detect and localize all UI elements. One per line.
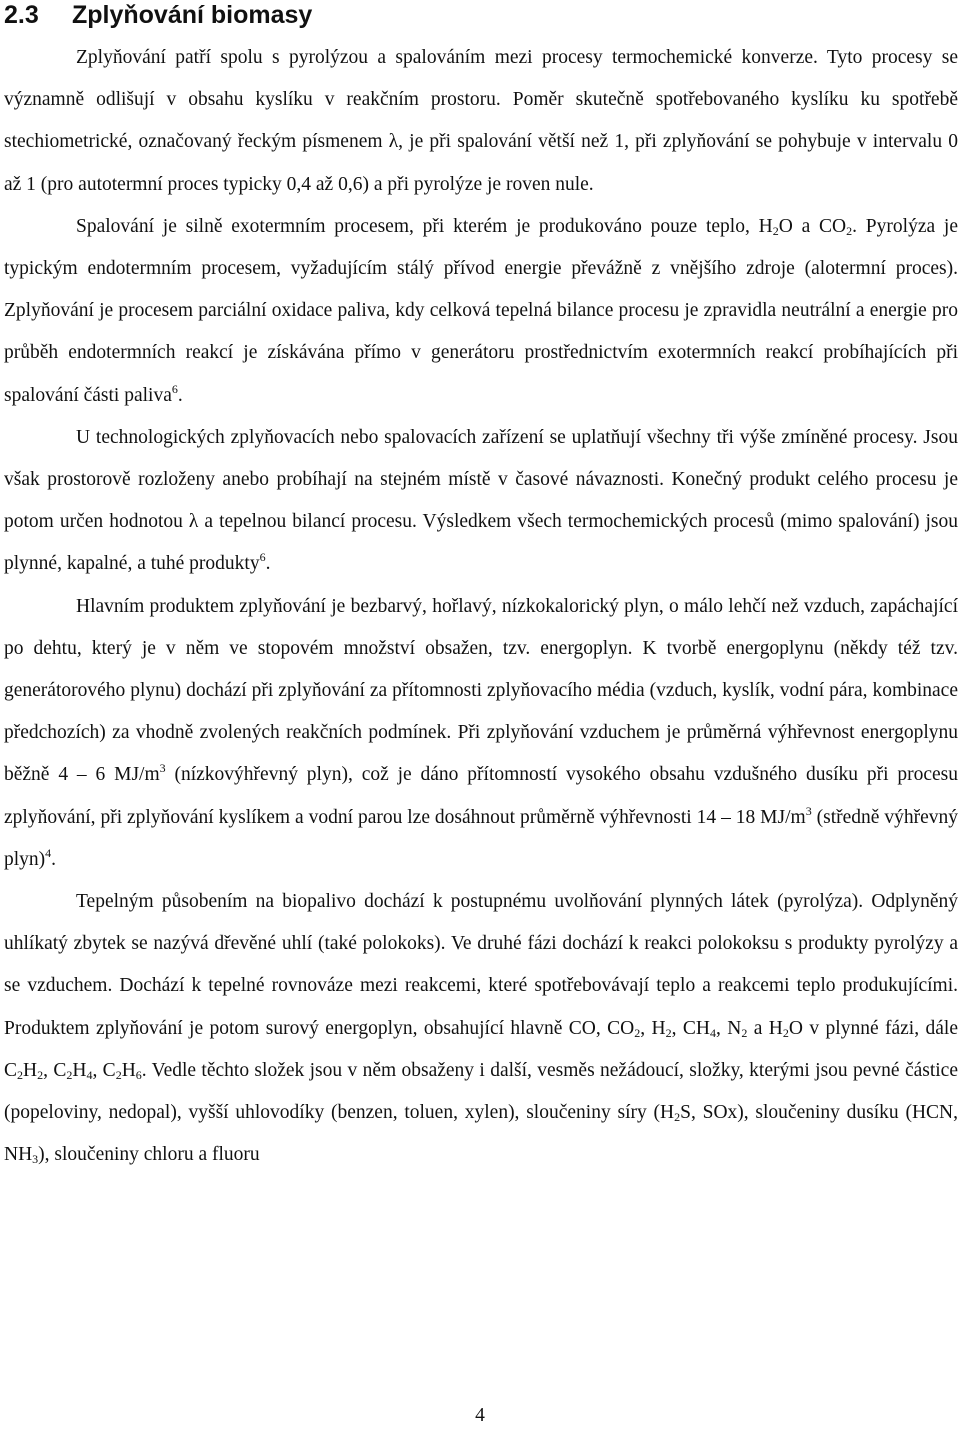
text-run: O v plynné fázi, dále C bbox=[4, 1017, 958, 1081]
text-run: , CH bbox=[671, 1017, 710, 1039]
paragraph bbox=[4, 206, 958, 417]
subscript: 4 bbox=[709, 1025, 716, 1040]
paragraph bbox=[4, 586, 958, 881]
text-run: , C bbox=[43, 1059, 67, 1081]
subscript: 4 bbox=[86, 1067, 93, 1082]
paragraph bbox=[4, 417, 958, 586]
text-run: S, SOx), sloučeniny dusíku (HCN, NH bbox=[4, 1102, 959, 1166]
text-run: (nízkovýhřevný plyn), což je dáno přítomností vysokého obsahu vzdušného dusíku při procesu zplyňování, při zplyňování kyslíkem a vodní parou lze dosáhnout průměrně výhřevnosti 14 – 18 MJ/m bbox=[4, 764, 959, 828]
subscript: 2 bbox=[66, 1067, 73, 1082]
text-run: , N bbox=[715, 1017, 742, 1039]
text-run: . Pyrolýza je typickým endotermním procesem, vyžadujícím stálý přívod energie převážně z vnějšího zdroje (alotermní proces). Zplyňování je procesem parciální oxidace paliva, kdy celková tepelná bilance procesu je zpravidla neutrální a energie pro průběh endotermních reakcí je získávána přímo v generátoru prostřednictvím exotermních reakcí probíhajících při spalování části paliva bbox=[4, 215, 958, 406]
section-title: Zplyňování biomasy bbox=[72, 1, 313, 29]
subscript: 2 bbox=[782, 1025, 789, 1040]
text-run: U technologických zplyňovacích nebo spalovacích zařízení se uplatňují všechny tři výše zmíněné procesy. Jsou však prostorově rozloženy anebo probíhají na stejném místě v časové návaznosti. Konečný produkt celého procesu je potom určen hodnotou λ a tepelnou bilancí procesu. Výsledkem všech termochemických procesů (mimo spalování) jsou plynné, kapalné, a tuhé produkty bbox=[4, 426, 958, 575]
section-heading bbox=[4, 0, 312, 30]
subscript: 2 bbox=[846, 223, 853, 238]
subscript: 2 bbox=[772, 223, 779, 238]
text-run: Tepelným působením na biopalivo dochází k postupnému uvolňování plynných látek (pyrolýza). Odplyněný uhlíkatý zbytek se nazývá dřevěné uhlí (také polokoks). Ve druhé fázi dochází k reakci polokoksu s produkty pyrolýzy a se vzduchem. Dochází k tepelné rovnováze mezi reakcemi, které spotřebovávají teplo a reakcemi teplo produkujícími. Produktem zplyňování je potom surový energoplyn, obsahující hlavně CO, CO bbox=[4, 891, 958, 1039]
text-run: . bbox=[265, 553, 271, 575]
section-number: 2.3 bbox=[4, 1, 39, 29]
text-run: (středně výhřevný plyn) bbox=[4, 806, 958, 870]
superscript: 3 bbox=[805, 803, 812, 818]
subscript: 2 bbox=[634, 1025, 641, 1040]
subscript: 2 bbox=[665, 1025, 672, 1040]
paragraph bbox=[4, 881, 958, 1176]
text-run: . Vedle těchto složek jsou v něm obsaženy i další, vesměs nežádoucí, složky, kterými jsou pevné částice (popeloviny, nedopal), vyšší uhlovodíky (benzen, toluen, xylen), sloučeniny síry (H bbox=[4, 1059, 958, 1124]
subscript: 2 bbox=[674, 1110, 681, 1125]
body-text bbox=[4, 37, 958, 1176]
subscript: 2 bbox=[115, 1067, 122, 1082]
text-run: Spalování je silně exotermním procesem, při kterém je produkováno pouze teplo, H bbox=[76, 215, 773, 237]
superscript: 4 bbox=[45, 845, 52, 860]
text-run: O a CO bbox=[778, 215, 847, 237]
text-run: . bbox=[51, 848, 57, 870]
text-run: H bbox=[72, 1059, 87, 1081]
text-run: , C bbox=[92, 1059, 116, 1081]
subscript: 6 bbox=[135, 1067, 142, 1082]
superscript: 6 bbox=[259, 550, 266, 565]
text-run: . bbox=[177, 384, 183, 406]
subscript: 2 bbox=[37, 1067, 44, 1082]
superscript: 3 bbox=[159, 761, 166, 776]
superscript: 6 bbox=[171, 381, 178, 396]
subscript: 3 bbox=[32, 1152, 39, 1167]
text-run: , H bbox=[640, 1017, 666, 1039]
subscript: 2 bbox=[741, 1025, 748, 1040]
subscript: 2 bbox=[17, 1067, 24, 1082]
text-run: H bbox=[121, 1059, 136, 1081]
text-run: ), sloučeniny chloru a fluoru bbox=[38, 1144, 260, 1166]
text-run: a H bbox=[747, 1017, 783, 1039]
text-run: Zplyňování patří spolu s pyrolýzou a spalováním mezi procesy termochemické konverze. Tyto procesy se významně odlišují v obsahu kyslíku v reakčním prostoru. Poměr skutečně spotřebovaného kyslíku ku spotřebě stechiometrické, označovaný řeckým písmenem λ, je při spalování větší než 1, při zplyňování se pohybuje v intervalu 0 až 1 (pro autotermní proces typicky 0,4 až 0,6) a při pyrolýze je roven nule. bbox=[4, 47, 958, 195]
text-run: H bbox=[23, 1059, 38, 1081]
text-run: Hlavním produktem zplyňování je bezbarvý, hořlavý, nízkokalorický plyn, o málo lehčí než vzduch, zapáchající po dehtu, který je v něm ve stopovém množství obsažen, tzv. energoplyn. K tvorbě energoplynu (někdy též tzv. generátorového plynu) dochází při zplyňování za přítomnosti zplyňovacího média (vzduch, kyslík, vodní pára, kombinace předchozích) za vhodně zvolených reakčních podmínek. Při zplyňování vzduchem je průměrná výhřevnost energoplynu běžně 4 – 6 MJ/m bbox=[4, 595, 958, 786]
page-number: 4 bbox=[475, 1405, 485, 1426]
paragraph bbox=[4, 37, 958, 206]
